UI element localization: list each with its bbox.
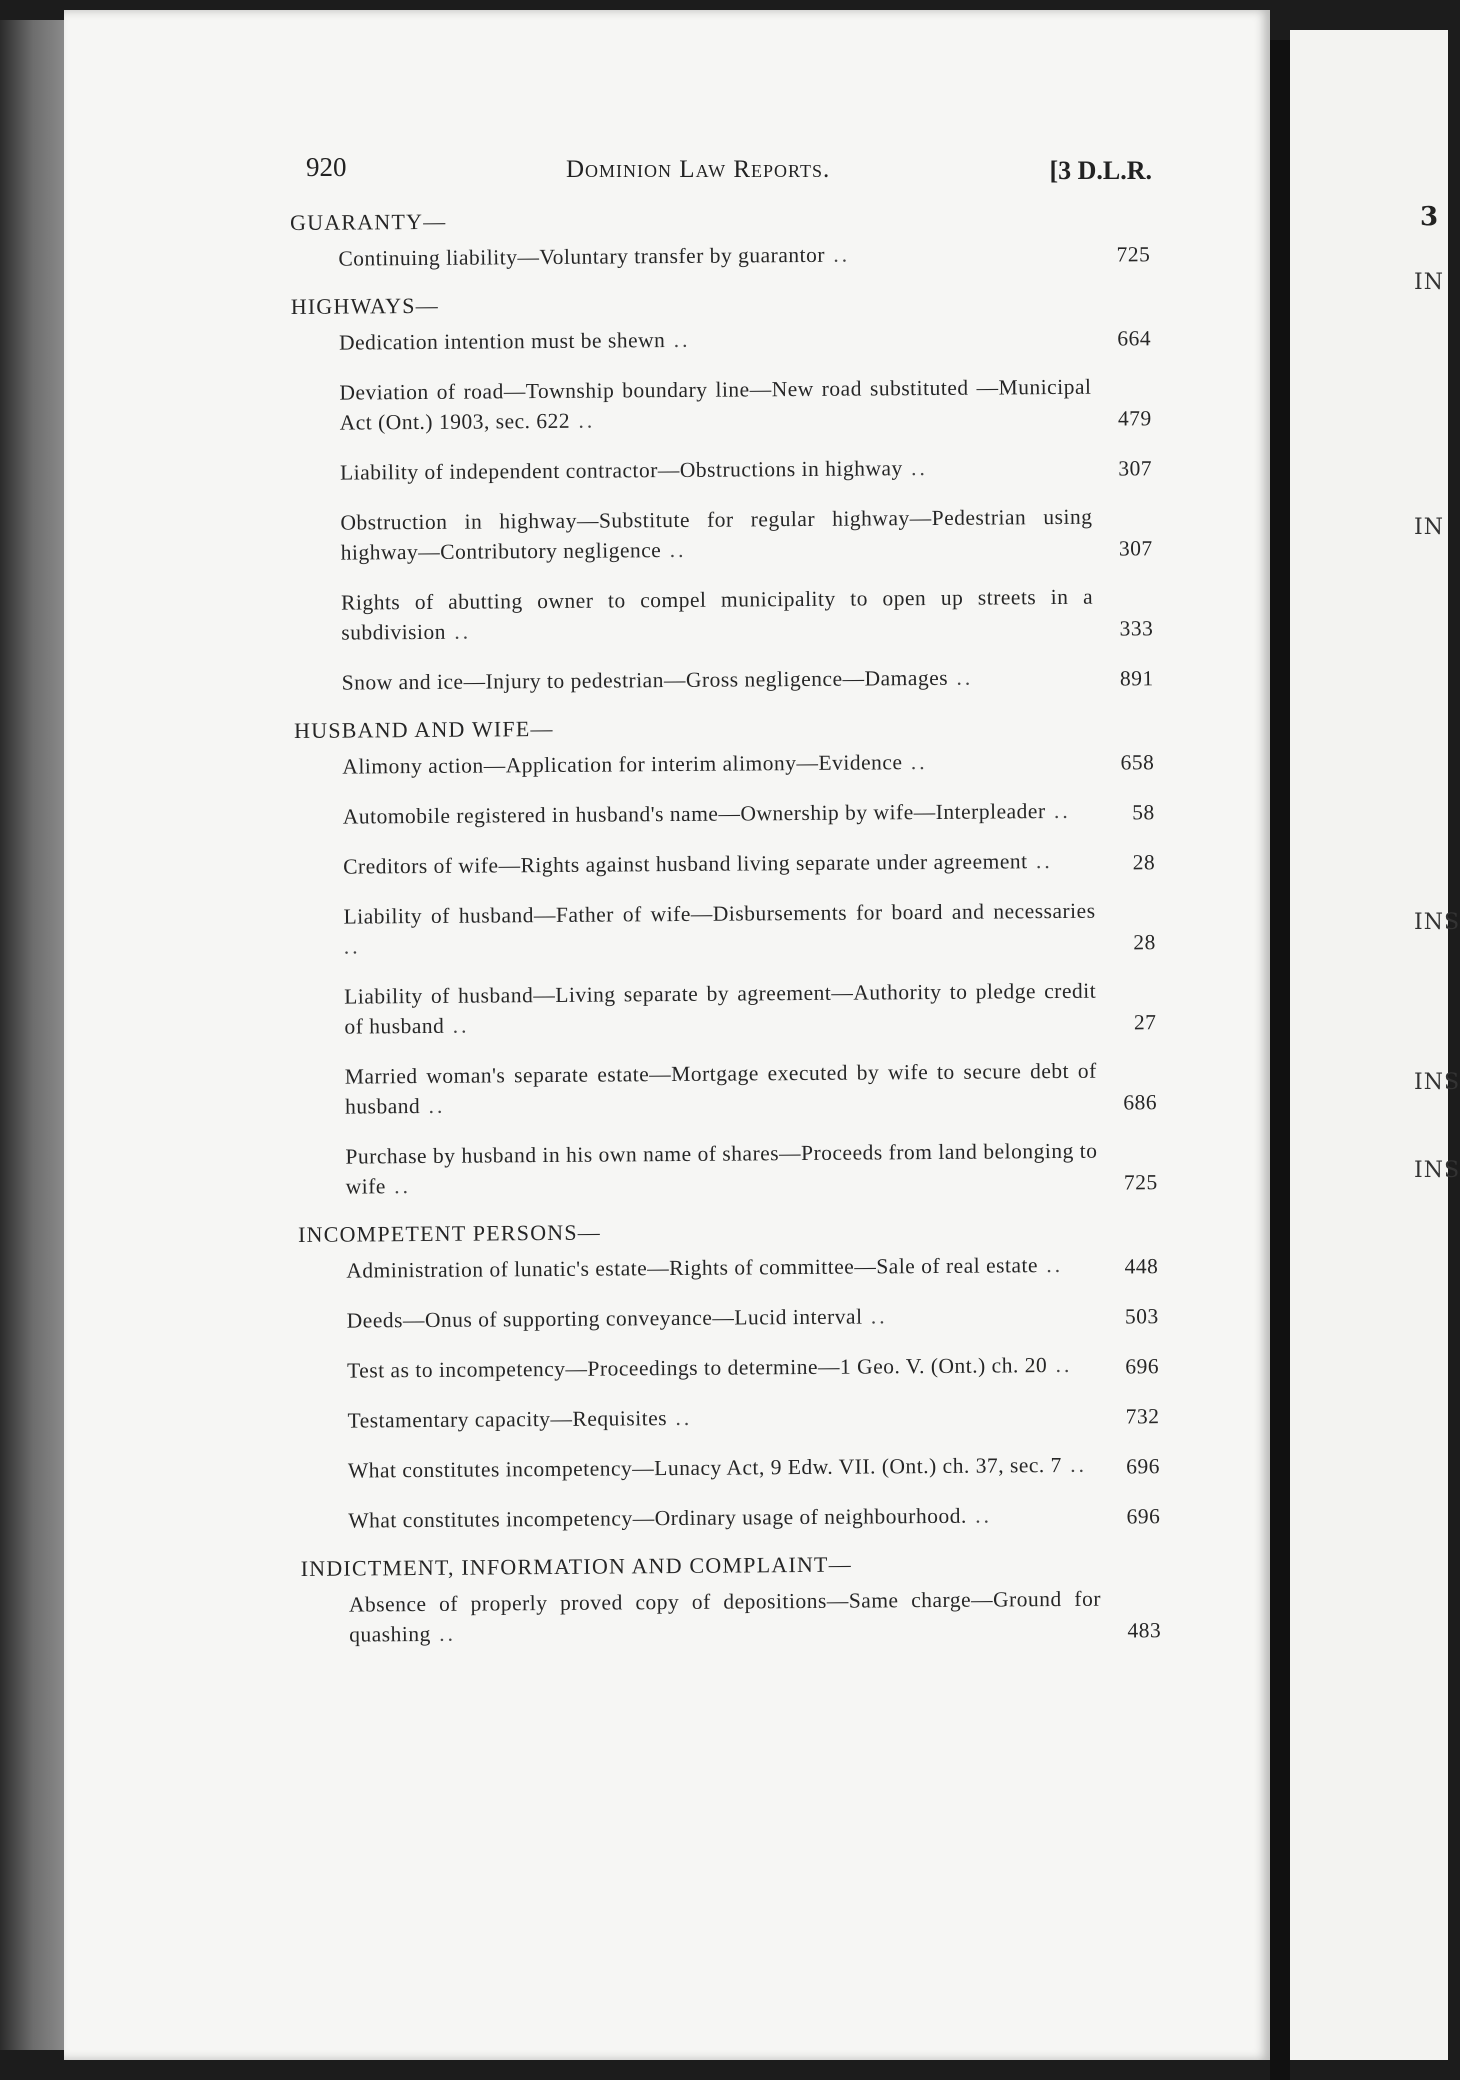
entry-page-number: 891 xyxy=(1119,666,1154,691)
section-heading: INCOMPETENT PERSONS— xyxy=(297,1219,602,1247)
dot-leader: .. xyxy=(661,537,687,563)
entry-text: Test as to incompetency—Proceedings to determine—1 Geo. V. (Ont.) ch. 20 xyxy=(347,1353,1048,1383)
right-page-fragment: INS xyxy=(1414,1158,1460,1183)
index-entry xyxy=(346,1249,1158,1285)
entry-text: Deeds—Onus of supporting conveyance—Lucid interval xyxy=(346,1304,863,1333)
dot-leader: .. xyxy=(420,1093,446,1119)
entry-text: Liability of husband—Father of wife—Disbursements for board and necessaries xyxy=(343,898,1096,929)
entry-page-number: 58 xyxy=(1132,800,1155,825)
entry-page-number: 658 xyxy=(1120,750,1155,775)
entry-text: Absence of properly proved copy of depositions—Same charge—Ground for quashing xyxy=(348,1586,1102,1647)
entry-page-number: 448 xyxy=(1124,1254,1159,1279)
entry-text: Creditors of wife—Rights against husband living separate under agreement xyxy=(343,849,1028,879)
entry-text: Liability of independent contractor—Obstructions in highway xyxy=(339,456,903,485)
index-entry xyxy=(340,501,1152,567)
dot-leader: .. xyxy=(343,934,361,959)
dot-leader: .. xyxy=(385,1174,412,1199)
entry-text: Obstruction in highway—Substitute for regular highway—Pedestrian using highway—Contributory negligence xyxy=(340,504,1093,565)
index-entry xyxy=(348,1499,1160,1535)
index-section xyxy=(301,1549,1162,1650)
entry-text: Deviation of road—Township boundary line—New road substituted —Municipal Act (Ont.) 1903, sec. 622 xyxy=(339,374,1092,435)
running-header xyxy=(306,148,1152,188)
index-section xyxy=(291,287,1154,698)
right-page-number: 3 xyxy=(1420,202,1439,232)
right-page-edge xyxy=(1290,30,1460,2060)
entry-text: Snow and ice—Injury to pedestrian—Gross negligence—Damages xyxy=(341,665,949,695)
entry-text: Administration of lunatic's estate—Rights of committee—Sale of real estate xyxy=(346,1253,1039,1283)
entry-page-number: 696 xyxy=(1125,1354,1160,1379)
dot-leader: .. xyxy=(862,1304,888,1329)
index-entry xyxy=(344,975,1156,1041)
entry-text: Dedication intention must be shewn xyxy=(338,328,666,355)
entry-page-number: 696 xyxy=(1126,1454,1160,1479)
journal-title: Dominion Law Reports. xyxy=(566,156,831,183)
index-entry xyxy=(342,661,1154,697)
index-entry xyxy=(340,451,1152,487)
entry-page-number: 483 xyxy=(1127,1618,1162,1643)
index-entry xyxy=(343,895,1155,961)
index-entry xyxy=(347,1349,1159,1385)
dot-leader: .. xyxy=(902,455,928,481)
entry-text: Married woman's separate estate—Mortgage executed by wife to secure debt of husband xyxy=(344,1058,1097,1119)
section-heading: HIGHWAYS— xyxy=(290,292,439,319)
dot-leader: .. xyxy=(665,327,691,353)
index-entry xyxy=(343,795,1155,831)
index-entry xyxy=(345,1055,1157,1121)
entry-page-number: 725 xyxy=(1123,1170,1158,1195)
entry-text: Purchase by husband in his own name of shares—Proceeds from land belonging to wife xyxy=(345,1138,1098,1199)
entry-page-number: 696 xyxy=(1126,1504,1161,1529)
entry-text: What constitutes incompetency—Ordinary usage of neighbourhood. xyxy=(348,1503,967,1533)
index-section xyxy=(298,1215,1160,1536)
dot-leader: .. xyxy=(445,619,472,644)
section-heading: INDICTMENT, INFORMATION AND COMPLAINT— xyxy=(300,1551,852,1581)
index-content xyxy=(290,203,1161,1670)
dot-leader: .. xyxy=(570,408,596,433)
book-gutter xyxy=(1270,40,1290,2080)
entry-page-number: 503 xyxy=(1124,1304,1159,1329)
entry-page-number: 479 xyxy=(1117,406,1152,431)
index-entry xyxy=(338,237,1150,273)
entry-text: Continuing liability—Voluntary transfer by guarantor xyxy=(338,242,826,271)
volume-label: [3 D.L.R. xyxy=(1049,156,1152,185)
entry-text: Alimony action—Application for interim alimony—Evidence xyxy=(342,750,903,779)
entry-page-number: 686 xyxy=(1123,1090,1158,1115)
dot-leader: .. xyxy=(824,242,851,267)
entry-page-number: 725 xyxy=(1116,242,1151,267)
index-entry xyxy=(341,581,1153,647)
index-entry xyxy=(342,745,1154,781)
entry-page-number: 28 xyxy=(1132,850,1156,875)
right-page-fragment: INS xyxy=(1414,910,1460,935)
entry-page-number: 664 xyxy=(1117,326,1152,351)
entry-page-number: 333 xyxy=(1119,616,1154,641)
entry-page-number: 27 xyxy=(1133,1010,1157,1035)
entry-page-number: 28 xyxy=(1133,930,1156,955)
right-page-fragment: IN xyxy=(1414,270,1444,295)
entry-text: Automobile registered in husband's name—Ownership by wife—Interpleader xyxy=(342,799,1046,829)
index-entry xyxy=(348,1449,1160,1485)
dot-leader: .. xyxy=(430,1621,457,1646)
dot-leader: .. xyxy=(947,665,974,690)
index-entry xyxy=(349,1583,1161,1649)
entry-text: Liability of husband—Living separate by agreement—Authority to pledge credit of husband xyxy=(344,978,1097,1039)
index-entry xyxy=(347,1299,1159,1335)
entry-page-number: 732 xyxy=(1125,1404,1160,1429)
index-entry xyxy=(347,1399,1159,1435)
dot-leader: .. xyxy=(444,1013,470,1038)
entry-text: What constitutes incompetency—Lunacy Act, 9 Edw. VII. (Ont.) ch. 37, sec. 7 xyxy=(347,1452,1062,1483)
dot-leader: .. xyxy=(1037,1252,1064,1278)
entry-text: Testamentary capacity—Requisites xyxy=(347,1406,668,1433)
right-page-fragment: INS xyxy=(1414,1070,1460,1095)
dot-leader: .. xyxy=(1027,849,1053,874)
index-entry xyxy=(345,1135,1157,1201)
right-page-fragment: IN xyxy=(1414,515,1444,540)
index-section xyxy=(290,203,1150,274)
dot-leader: .. xyxy=(1061,1452,1088,1477)
index-entry xyxy=(339,371,1151,437)
index-section xyxy=(294,711,1158,1202)
page-number: 920 xyxy=(306,152,347,182)
section-heading: HUSBAND AND WIFE— xyxy=(293,715,554,743)
index-entry xyxy=(339,321,1151,357)
dot-leader: .. xyxy=(902,750,928,775)
index-entry xyxy=(343,845,1155,881)
entry-page-number: 307 xyxy=(1118,456,1153,481)
section-heading: GUARANTY— xyxy=(290,208,447,235)
dot-leader: .. xyxy=(1045,798,1071,824)
dot-leader: .. xyxy=(966,1503,993,1528)
entry-text: Rights of abutting owner to compel municipality to open up streets in a subdivision xyxy=(340,584,1094,645)
entry-page-number: 307 xyxy=(1118,536,1153,561)
dot-leader: .. xyxy=(1047,1352,1073,1378)
dot-leader: .. xyxy=(666,1405,693,1431)
